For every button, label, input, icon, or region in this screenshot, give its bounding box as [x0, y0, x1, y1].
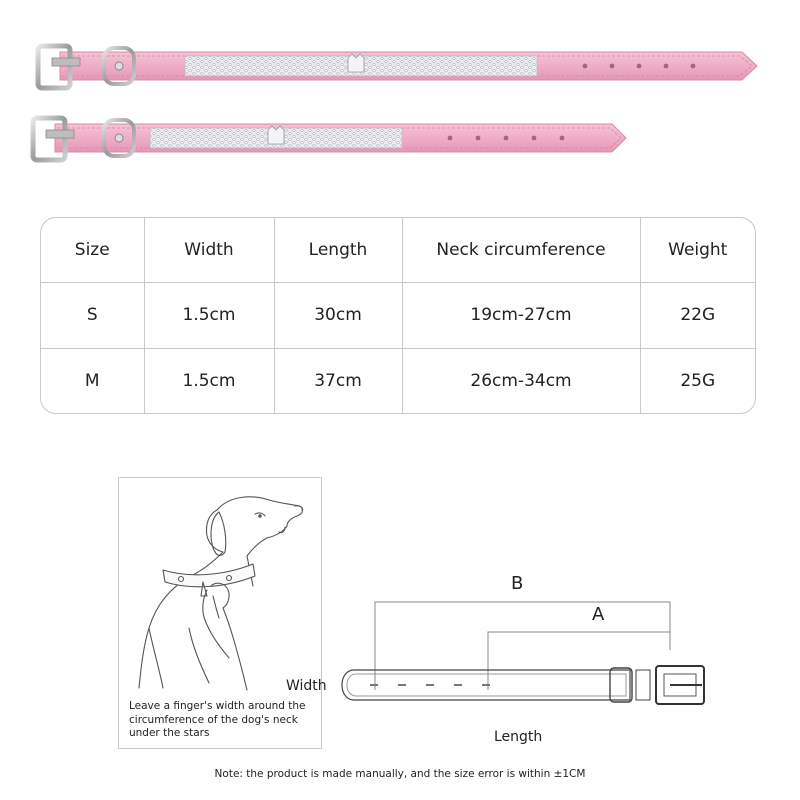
cell-weight: 25G [640, 348, 755, 413]
header-weight: Weight [640, 218, 755, 283]
length-label: Length [494, 729, 543, 745]
table-row [41, 348, 755, 413]
size-table [40, 217, 756, 414]
width-label: Width [286, 678, 327, 694]
collar-small [33, 118, 626, 160]
header-width: Width [144, 218, 274, 283]
size-error-note: Note: the product is made manually, and the size error is within ±1CM [214, 768, 586, 780]
header-neck-circumference: Neck circumference [402, 218, 640, 283]
dog-sketch-icon [119, 478, 321, 693]
cell-length: 37cm [274, 348, 402, 413]
collar-photos [0, 0, 800, 200]
cell-size: M [41, 348, 144, 413]
dimension-label-a: A [592, 604, 605, 625]
table-header-row [41, 218, 755, 283]
cell-neck-circumference: 26cm-34cm [402, 348, 640, 413]
header-size: Size [41, 218, 144, 283]
cell-width: 1.5cm [144, 348, 274, 413]
collar-dimension-diagram [330, 590, 750, 730]
cell-neck-circumference: 19cm-27cm [402, 283, 640, 349]
collar-large [38, 46, 757, 88]
dimension-label-b: B [511, 573, 524, 594]
cell-width: 1.5cm [144, 283, 274, 349]
table-row [41, 283, 755, 349]
dog-caption: Leave a finger's width around the circumference of the dog's neck under the stars [129, 700, 306, 739]
cell-length: 30cm [274, 283, 402, 349]
cell-weight: 22G [640, 283, 755, 349]
header-length: Length [274, 218, 402, 283]
dog-illustration-box [118, 477, 322, 749]
cell-size: S [41, 283, 144, 349]
